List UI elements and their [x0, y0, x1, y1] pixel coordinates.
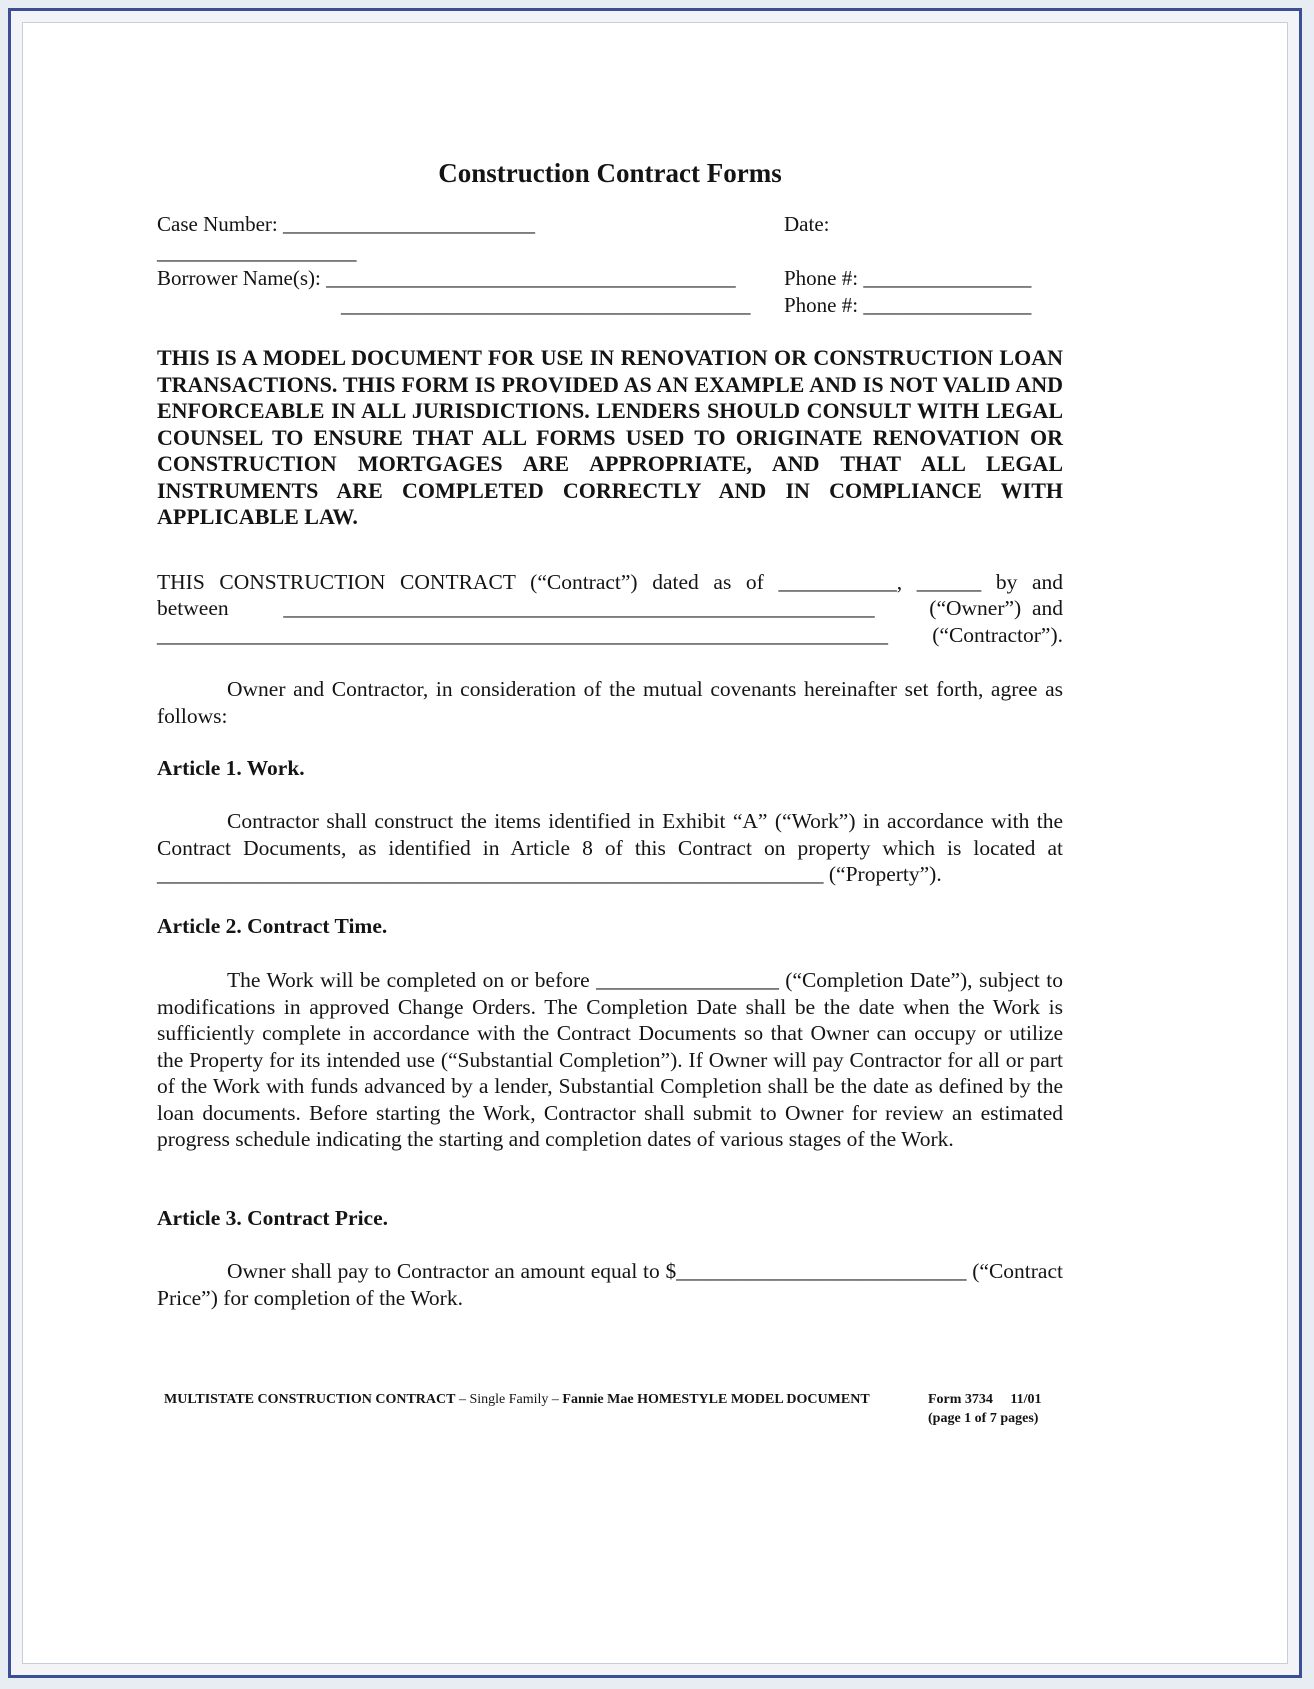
footer-page-count: [921, 1395, 1038, 1427]
phone-field-2: Phone #: ________________: [784, 293, 1032, 317]
borrower-name-field: Borrower Name(s): _______________________________________: [157, 266, 736, 290]
owner-blank: _______________________________________________________: [283, 596, 875, 620]
footer-contract-title: MULTISTATE CONSTRUCTION CONTRACT: [164, 1392, 456, 1407]
date-label: Date:: [784, 212, 830, 236]
recital-paragraph: Owner and Contractor, in consideration of the mutual covenants hereinafter set forth, agree as follows:: [157, 677, 1063, 728]
between-label: between: [157, 596, 229, 620]
contractor-blank: ____________________________________________________________________: [157, 623, 888, 647]
case-number-field: Case Number: ________________________: [157, 212, 535, 236]
article-3-body: Owner shall pay to Contractor an amount equal to $___________________________ (“Contract Price”) for completion of the Work.: [157, 1259, 1063, 1310]
contract-intro-text: THIS CONSTRUCTION CONTRACT (“Contract”) dated as of ___________, ______ by and: [157, 570, 1063, 594]
phone-field-1: Phone #: ________________: [784, 266, 1032, 290]
date-blank: ___________________: [157, 240, 357, 264]
article-2-heading: Article 2. Contract Time.: [157, 914, 388, 938]
article-3-heading: Article 3. Contract Price.: [157, 1206, 389, 1230]
article-2-body: The Work will be completed on or before _________________ (“Completion Date”), subject to modifications in approved Change Orders. The Completion Date shall be the date when the Work is sufficiently complete in accordance with the Contract Documents so that Owner can occupy or utilize the Property for its intended use (“Substantial Completion”). If Owner will pay Contractor for all or part of the Work with funds advanced by a lender, Substantial Completion shall be the date as defined by the loan documents. Before starting the Work, Contractor shall submit to Owner for review an estimated progress schedule indicating the starting and completion dates of various stages of the Work.: [157, 968, 1063, 1151]
contract-intro-line-2: [157, 596, 1063, 621]
model-document-warning: THIS IS A MODEL DOCUMENT FOR USE IN RENOVATION OR CONSTRUCTION LOAN TRANSACTIONS. THIS FORM IS PROVIDED AS AN EXAMPLE AND IS NOT VALID AND ENFORCEABLE IN ALL JURISDICTIONS. LENDERS SHOULD CONSULT WITH LEGAL COUNSEL TO ENSURE THAT ALL FORMS USED TO ORIGINATE RENOVATION OR CONSTRUCTION MORTGAGES ARE APPROPRIATE, AND THAT ALL LEGAL INSTRUMENTS ARE COMPLETED CORRECTLY AND IN COMPLIANCE WITH APPLICABLE LAW.: [157, 345, 1063, 529]
document-title: Construction Contract Forms: [438, 158, 782, 188]
article-1-body: Contractor shall construct the items identified in Exhibit “A” (“Work”) in accordance with the Contract Documents, as identified in Article 8 of this Contract on property which is located at ______________________________________________________________ (“Property”).: [157, 809, 1063, 886]
footer-page-label: (page 1 of 7 pages): [928, 1411, 1039, 1426]
contract-intro-line-3: [157, 623, 1063, 648]
footer-single-family: – Single Family –: [455, 1392, 563, 1407]
article-1-heading: Article 1. Work.: [157, 756, 305, 780]
footer-form-label: Form 3734 11/01: [928, 1392, 1042, 1407]
document-footer: [157, 1376, 870, 1408]
borrower-name-line-2: _______________________________________: [341, 293, 751, 317]
contract-intro-line-1: [157, 570, 1063, 595]
owner-label: (“Owner”) and: [929, 596, 1063, 620]
footer-fannie-mae: Fannie Mae HOMESTYLE MODEL DOCUMENT: [562, 1392, 870, 1407]
contractor-label: (“Contractor”).: [932, 623, 1063, 647]
